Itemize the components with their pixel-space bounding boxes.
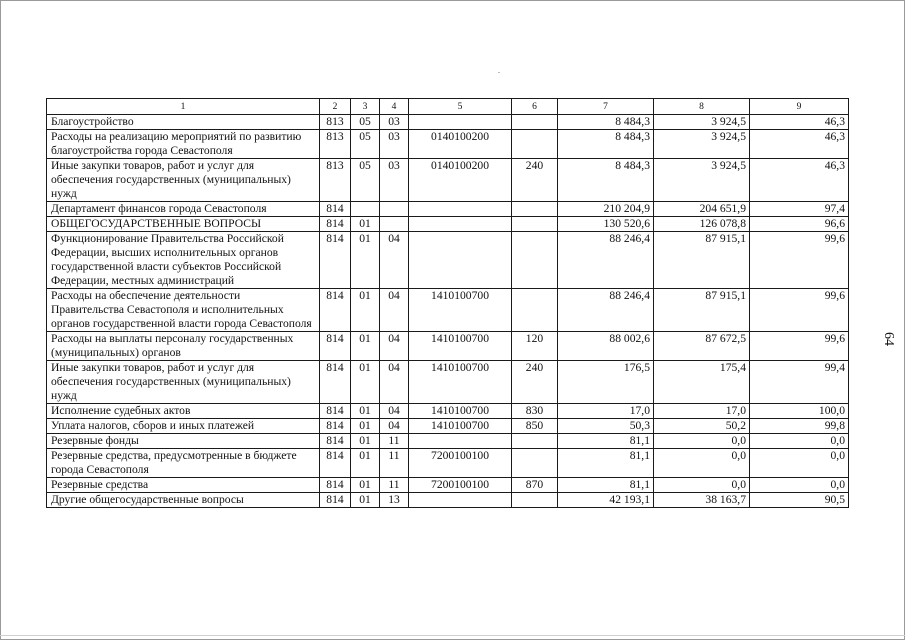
column-header: 8 <box>654 99 750 115</box>
row-cell-col3: 01 <box>351 361 380 404</box>
row-cell-col9: 0,0 <box>750 449 849 478</box>
row-cell-col7: 81,1 <box>558 449 654 478</box>
row-cell-col3: 01 <box>351 232 380 289</box>
row-name-cell: Функционирование Правительства Российской Федерации, высших исполнительных органов государственной власти субъектов Российской Федерации, местных администраций <box>47 232 320 289</box>
row-name-cell: Департамент финансов города Севастополя <box>47 202 320 217</box>
table-row <box>47 130 849 159</box>
row-cell-col4: 03 <box>380 130 409 159</box>
row-cell-col4: 03 <box>380 115 409 130</box>
row-name-cell: ОБЩЕГОСУДАРСТВЕННЫЕ ВОПРОСЫ <box>47 217 320 232</box>
row-cell-col2: 814 <box>320 419 351 434</box>
row-cell-col2: 814 <box>320 232 351 289</box>
row-cell-col5 <box>409 115 512 130</box>
row-cell-col3: 05 <box>351 130 380 159</box>
page-number: 64 <box>881 332 896 346</box>
row-cell-col5 <box>409 493 512 508</box>
row-cell-col6: 240 <box>512 361 558 404</box>
row-cell-col2: 814 <box>320 493 351 508</box>
row-cell-col6: 850 <box>512 419 558 434</box>
row-cell-col5: 1410100700 <box>409 404 512 419</box>
row-cell-col8: 0,0 <box>654 449 750 478</box>
row-cell-col3: 05 <box>351 115 380 130</box>
row-cell-col4: 04 <box>380 404 409 419</box>
row-cell-col9: 99,6 <box>750 332 849 361</box>
row-cell-col3: 01 <box>351 217 380 232</box>
row-cell-col5: 1410100700 <box>409 419 512 434</box>
row-name-cell: Расходы на выплаты персоналу государственных (муниципальных) органов <box>47 332 320 361</box>
row-cell-col2: 814 <box>320 478 351 493</box>
row-cell-col8: 87 915,1 <box>654 232 750 289</box>
table-row <box>47 202 849 217</box>
row-cell-col5: 1410100700 <box>409 332 512 361</box>
budget-table <box>46 98 849 508</box>
row-cell-col7: 17,0 <box>558 404 654 419</box>
row-cell-col3: 01 <box>351 289 380 332</box>
column-header: 4 <box>380 99 409 115</box>
row-cell-col8: 204 651,9 <box>654 202 750 217</box>
row-cell-col9: 0,0 <box>750 478 849 493</box>
row-cell-col7: 42 193,1 <box>558 493 654 508</box>
row-cell-col5 <box>409 232 512 289</box>
row-cell-col5: 7200100100 <box>409 478 512 493</box>
row-cell-col6 <box>512 202 558 217</box>
row-cell-col6 <box>512 217 558 232</box>
scan-bottom-edge <box>0 635 905 636</box>
row-cell-col2: 814 <box>320 202 351 217</box>
row-cell-col4: 04 <box>380 289 409 332</box>
row-cell-col7: 8 484,3 <box>558 130 654 159</box>
row-name-cell: Расходы на обеспечение деятельности Правительства Севастополя и исполнительных органов государственной власти города Севастополя <box>47 289 320 332</box>
table-row <box>47 449 849 478</box>
row-cell-col8: 0,0 <box>654 434 750 449</box>
row-name-cell: Уплата налогов, сборов и иных платежей <box>47 419 320 434</box>
row-cell-col7: 81,1 <box>558 478 654 493</box>
row-cell-col2: 813 <box>320 130 351 159</box>
row-cell-col2: 814 <box>320 289 351 332</box>
row-cell-col5 <box>409 217 512 232</box>
row-name-cell: Другие общегосударственные вопросы <box>47 493 320 508</box>
row-cell-col8: 87 672,5 <box>654 332 750 361</box>
row-cell-col3: 05 <box>351 159 380 202</box>
row-cell-col9: 96,6 <box>750 217 849 232</box>
row-name-cell: Благоустройство <box>47 115 320 130</box>
row-cell-col5: 7200100100 <box>409 449 512 478</box>
row-cell-col7: 88 002,6 <box>558 332 654 361</box>
row-cell-col6: 830 <box>512 404 558 419</box>
table-row <box>47 493 849 508</box>
row-cell-col7: 8 484,3 <box>558 159 654 202</box>
row-cell-col6: 870 <box>512 478 558 493</box>
row-cell-col9: 0,0 <box>750 434 849 449</box>
row-cell-col3: 01 <box>351 493 380 508</box>
row-cell-col4: 11 <box>380 478 409 493</box>
row-name-cell: Резервные фонды <box>47 434 320 449</box>
row-cell-col5: 0140100200 <box>409 159 512 202</box>
row-name-cell: Исполнение судебных актов <box>47 404 320 419</box>
row-cell-col5 <box>409 202 512 217</box>
column-header: 1 <box>47 99 320 115</box>
column-header: 9 <box>750 99 849 115</box>
column-header: 3 <box>351 99 380 115</box>
column-header: 2 <box>320 99 351 115</box>
row-cell-col3: 01 <box>351 434 380 449</box>
row-cell-col4 <box>380 217 409 232</box>
row-cell-col9: 99,6 <box>750 289 849 332</box>
row-name-cell: Иные закупки товаров, работ и услуг для обеспечения государственных (муниципальных) нужд <box>47 361 320 404</box>
row-cell-col2: 813 <box>320 159 351 202</box>
row-cell-col9: 99,4 <box>750 361 849 404</box>
row-cell-col4: 04 <box>380 332 409 361</box>
row-cell-col8: 0,0 <box>654 478 750 493</box>
row-cell-col5: 0140100200 <box>409 130 512 159</box>
row-cell-col8: 175,4 <box>654 361 750 404</box>
table-row <box>47 289 849 332</box>
row-cell-col9: 97,4 <box>750 202 849 217</box>
row-cell-col4: 04 <box>380 419 409 434</box>
row-cell-col6 <box>512 449 558 478</box>
row-cell-col2: 814 <box>320 217 351 232</box>
row-cell-col8: 17,0 <box>654 404 750 419</box>
row-cell-col8: 87 915,1 <box>654 289 750 332</box>
table-row <box>47 217 849 232</box>
row-cell-col9: 46,3 <box>750 159 849 202</box>
row-cell-col7: 176,5 <box>558 361 654 404</box>
row-cell-col4: 04 <box>380 361 409 404</box>
scan-artifact <box>498 72 500 73</box>
row-name-cell: Резервные средства <box>47 478 320 493</box>
row-cell-col8: 3 924,5 <box>654 115 750 130</box>
row-cell-col6: 120 <box>512 332 558 361</box>
row-cell-col4: 03 <box>380 159 409 202</box>
row-cell-col6 <box>512 493 558 508</box>
table-header-row <box>47 99 849 115</box>
table-row <box>47 159 849 202</box>
table-row <box>47 478 849 493</box>
table-row <box>47 434 849 449</box>
row-cell-col5: 1410100700 <box>409 361 512 404</box>
row-cell-col4: 11 <box>380 434 409 449</box>
row-name-cell: Резервные средства, предусмотренные в бюджете города Севастополя <box>47 449 320 478</box>
row-cell-col7: 81,1 <box>558 434 654 449</box>
row-cell-col3: 01 <box>351 332 380 361</box>
row-cell-col8: 3 924,5 <box>654 159 750 202</box>
row-cell-col2: 814 <box>320 434 351 449</box>
row-cell-col7: 88 246,4 <box>558 232 654 289</box>
row-cell-col7: 50,3 <box>558 419 654 434</box>
row-name-cell: Расходы на реализацию мероприятий по развитию благоустройства города Севастополя <box>47 130 320 159</box>
row-cell-col4 <box>380 202 409 217</box>
row-cell-col6 <box>512 115 558 130</box>
row-cell-col6 <box>512 434 558 449</box>
row-cell-col3: 01 <box>351 419 380 434</box>
row-cell-col7: 130 520,6 <box>558 217 654 232</box>
row-cell-col7: 210 204,9 <box>558 202 654 217</box>
table-row <box>47 115 849 130</box>
row-cell-col9: 46,3 <box>750 130 849 159</box>
row-name-cell: Иные закупки товаров, работ и услуг для обеспечения государственных (муниципальных) нужд <box>47 159 320 202</box>
column-header: 6 <box>512 99 558 115</box>
row-cell-col6 <box>512 232 558 289</box>
row-cell-col8: 3 924,5 <box>654 130 750 159</box>
row-cell-col2: 814 <box>320 361 351 404</box>
row-cell-col6: 240 <box>512 159 558 202</box>
row-cell-col4: 13 <box>380 493 409 508</box>
row-cell-col7: 88 246,4 <box>558 289 654 332</box>
row-cell-col7: 8 484,3 <box>558 115 654 130</box>
table-row <box>47 419 849 434</box>
row-cell-col5 <box>409 434 512 449</box>
row-cell-col8: 126 078,8 <box>654 217 750 232</box>
column-header: 5 <box>409 99 512 115</box>
row-cell-col9: 100,0 <box>750 404 849 419</box>
table-row <box>47 332 849 361</box>
table-row <box>47 361 849 404</box>
table-body <box>47 115 849 508</box>
row-cell-col3: 01 <box>351 404 380 419</box>
row-cell-col4: 11 <box>380 449 409 478</box>
row-cell-col4: 04 <box>380 232 409 289</box>
row-cell-col2: 814 <box>320 404 351 419</box>
row-cell-col9: 99,6 <box>750 232 849 289</box>
row-cell-col2: 813 <box>320 115 351 130</box>
row-cell-col8: 38 163,7 <box>654 493 750 508</box>
row-cell-col9: 90,5 <box>750 493 849 508</box>
table-row <box>47 232 849 289</box>
row-cell-col2: 814 <box>320 332 351 361</box>
row-cell-col9: 46,3 <box>750 115 849 130</box>
row-cell-col3 <box>351 202 380 217</box>
column-header: 7 <box>558 99 654 115</box>
row-cell-col3: 01 <box>351 449 380 478</box>
row-cell-col9: 99,8 <box>750 419 849 434</box>
row-cell-col5: 1410100700 <box>409 289 512 332</box>
row-cell-col2: 814 <box>320 449 351 478</box>
row-cell-col6 <box>512 289 558 332</box>
row-cell-col6 <box>512 130 558 159</box>
table-row <box>47 404 849 419</box>
row-cell-col3: 01 <box>351 478 380 493</box>
row-cell-col8: 50,2 <box>654 419 750 434</box>
